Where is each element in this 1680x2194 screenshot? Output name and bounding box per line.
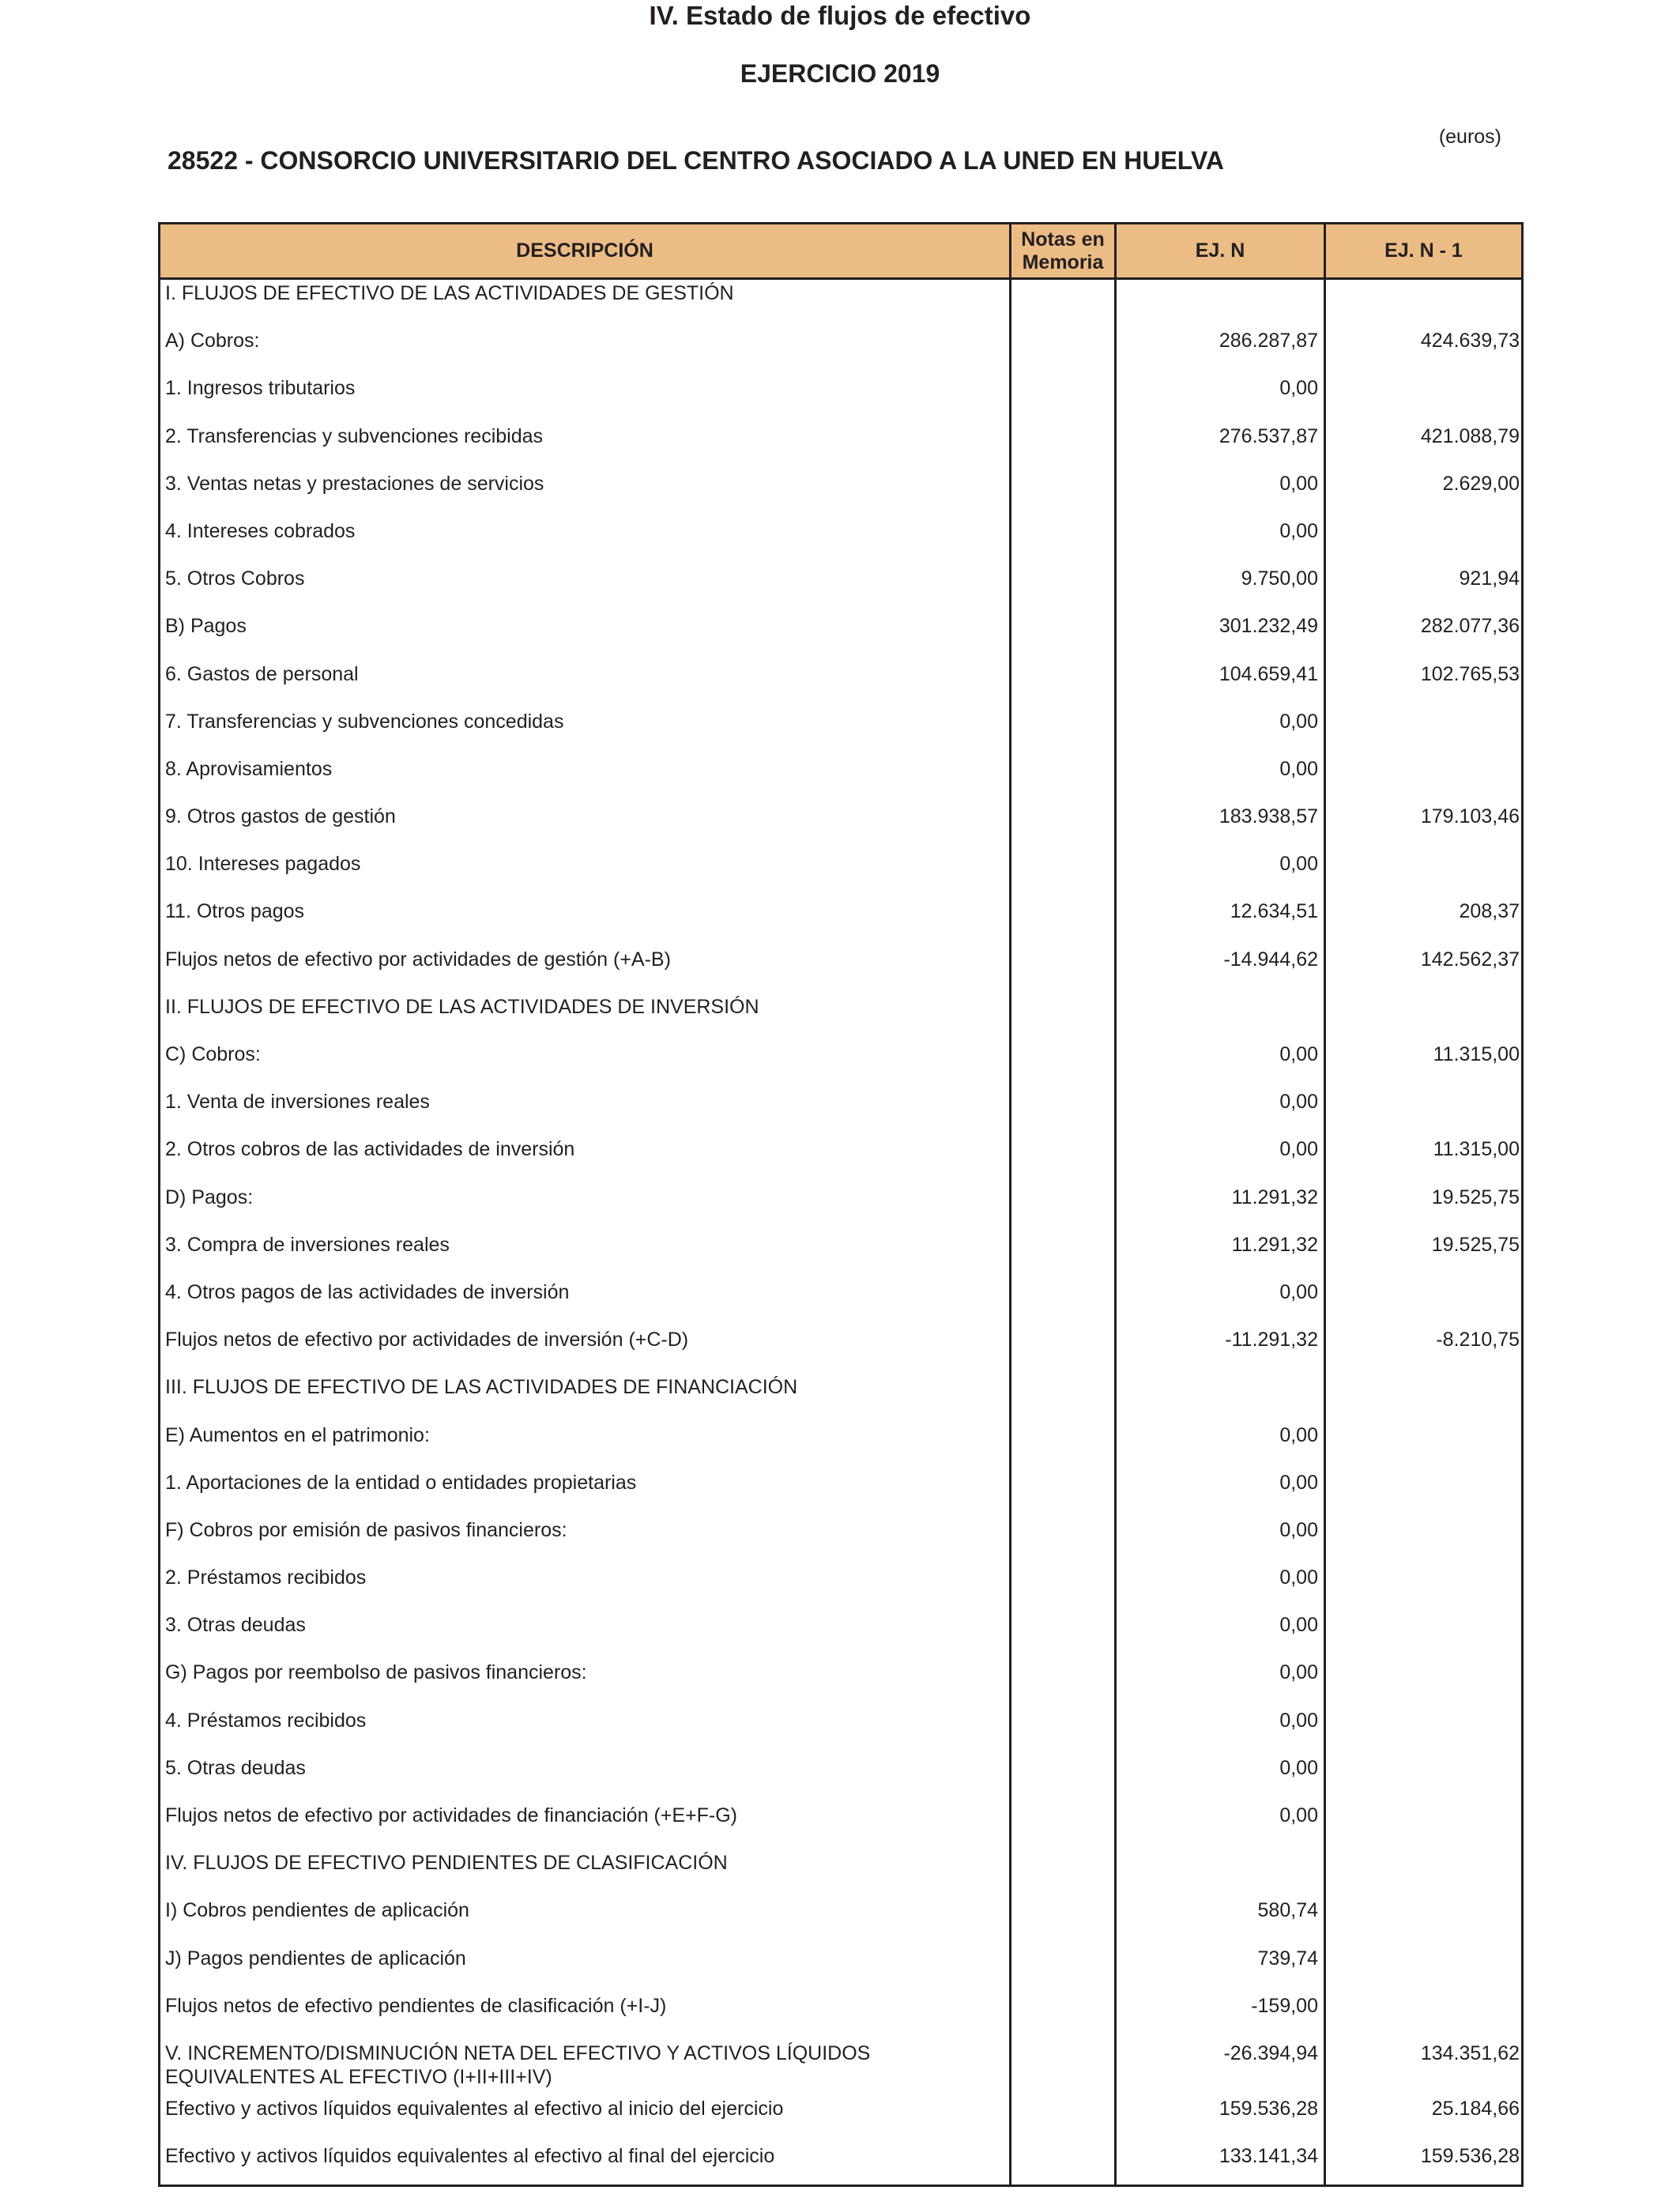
table-row — [160, 708, 1521, 756]
row-description: 2. Préstamos recibidos — [165, 1566, 367, 1589]
row-description: 3. Compra de inversiones reales — [165, 1233, 450, 1256]
fiscal-year-heading: EJERCICIO 2019 — [740, 59, 940, 88]
row-value-year-n: -11.291,32 — [1225, 1329, 1318, 1351]
row-description: III. FLUJOS DE EFECTIVO DE LAS ACTIVIDADES DE FINANCIACIÓN — [165, 1376, 798, 1399]
table-row — [160, 518, 1521, 565]
table-row — [160, 1469, 1521, 1517]
row-description: 2. Transferencias y subvenciones recibidas — [165, 424, 544, 447]
currency-units-label: (euros) — [1438, 126, 1501, 148]
table-row — [160, 756, 1521, 803]
row-description: I) Cobros pendientes de aplicación — [165, 1899, 469, 1922]
row-value-year-n: -14.944,62 — [1223, 948, 1318, 971]
cash-flow-table — [158, 222, 1524, 2187]
column-header-description: DESCRIPCIÓN — [516, 239, 654, 262]
table-row — [160, 1945, 1521, 1992]
row-value-year-n: -26.394,94 — [1223, 2041, 1318, 2064]
row-value-year-n: 0,00 — [1279, 1709, 1318, 1732]
row-value-year-n: 9.750,00 — [1241, 567, 1318, 590]
table-row — [160, 803, 1521, 850]
row-value-year-n: 0,00 — [1279, 1423, 1318, 1446]
table-row — [160, 470, 1521, 518]
table-row — [160, 2095, 1521, 2143]
page-title: IV. Estado de flujos de efectivo — [649, 1, 1031, 30]
row-value-year-n: 0,00 — [1279, 1614, 1318, 1637]
table-body — [160, 280, 1521, 2190]
row-value-year-n: 159.536,28 — [1219, 2097, 1318, 2120]
row-value-year-n1: -8.210,75 — [1436, 1329, 1520, 1351]
row-value-year-n1: 921,94 — [1459, 567, 1520, 590]
row-description: D) Pagos: — [165, 1186, 254, 1208]
row-value-year-n: -159,00 — [1251, 1994, 1318, 2017]
row-description: F) Cobros por emisión de pasivos financieros: — [165, 1518, 567, 1541]
table-row — [160, 1231, 1521, 1279]
row-value-year-n: 0,00 — [1279, 1138, 1318, 1161]
row-description: 3. Ventas netas y prestaciones de servicios — [165, 472, 544, 495]
row-value-year-n: 0,00 — [1279, 377, 1318, 400]
row-value-year-n: 0,00 — [1279, 1091, 1318, 1114]
row-description: 3. Otras deudas — [165, 1614, 306, 1637]
row-value-year-n1: 159.536,28 — [1420, 2145, 1520, 2168]
row-description: Flujos netos de efectivo por actividades de inversión (+C-D) — [165, 1329, 689, 1351]
row-value-year-n1: 424.639,73 — [1420, 330, 1520, 352]
table-row — [160, 898, 1521, 945]
row-value-year-n1: 208,37 — [1459, 900, 1520, 923]
row-value-year-n: 0,00 — [1279, 1280, 1318, 1303]
row-description: 4. Préstamos recibidos — [165, 1709, 367, 1732]
row-description: 10. Intereses pagados — [165, 853, 361, 876]
column-header-year-n1: EJ. N - 1 — [1384, 239, 1463, 262]
table-row — [160, 1088, 1521, 1136]
table-row — [160, 1564, 1521, 1612]
table-row — [160, 327, 1521, 375]
row-description: Efectivo y activos líquidos equivalentes al efectivo al inicio del ejercicio — [165, 2097, 784, 2120]
column-header-notes-line1: Notas en — [1021, 228, 1105, 251]
row-value-year-n: 133.141,34 — [1219, 2145, 1318, 2168]
row-value-year-n: 0,00 — [1279, 1518, 1318, 1541]
row-value-year-n: 0,00 — [1279, 1471, 1318, 1494]
table-row — [160, 993, 1521, 1041]
row-value-year-n: 0,00 — [1279, 1043, 1318, 1065]
row-value-year-n1: 19.525,75 — [1431, 1233, 1520, 1256]
table-row — [160, 1422, 1521, 1469]
table-row — [160, 1612, 1521, 1659]
row-description: IV. FLUJOS DE EFECTIVO PENDIENTES DE CLASIFICACIÓN — [165, 1852, 728, 1875]
table-row — [160, 1707, 1521, 1755]
row-value-year-n: 276.537,87 — [1219, 424, 1318, 447]
column-header-year-n: EJ. N — [1195, 239, 1245, 262]
table-row — [160, 375, 1521, 422]
row-value-year-n1: 134.351,62 — [1420, 2041, 1520, 2064]
row-description: C) Cobros: — [165, 1043, 261, 1065]
row-value-year-n: 0,00 — [1279, 710, 1318, 733]
row-description: 7. Transferencias y subvenciones concedidas — [165, 710, 564, 733]
row-description: G) Pagos por reembolso de pasivos financieros: — [165, 1661, 587, 1684]
row-value-year-n: 11.291,32 — [1231, 1233, 1318, 1256]
row-value-year-n: 286.287,87 — [1219, 330, 1318, 352]
row-description: 5. Otros Cobros — [165, 567, 305, 590]
row-value-year-n1: 282.077,36 — [1420, 615, 1520, 638]
table-row — [160, 2040, 1521, 2095]
row-description: Flujos netos de efectivo por actividades de financiación (+E+F-G) — [165, 1804, 737, 1826]
table-row — [160, 661, 1521, 708]
row-description: 11. Otros pagos — [165, 900, 305, 923]
row-value-year-n: 0,00 — [1279, 757, 1318, 780]
row-description: J) Pagos pendientes de aplicación — [165, 1947, 466, 1970]
table-row — [160, 1849, 1521, 1897]
table-row — [160, 1041, 1521, 1088]
table-row — [160, 850, 1521, 898]
row-description: I. FLUJOS DE EFECTIVO DE LAS ACTIVIDADES DE GESTIÓN — [165, 282, 734, 304]
table-row — [160, 1659, 1521, 1706]
row-value-year-n: 0,00 — [1279, 472, 1318, 495]
row-value-year-n: 0,00 — [1279, 1756, 1318, 1779]
row-description: 4. Intereses cobrados — [165, 519, 356, 542]
table-header — [160, 224, 1521, 280]
table-row — [160, 1326, 1521, 1374]
row-description: 1. Aportaciones de la entidad o entidades propietarias — [165, 1471, 637, 1494]
row-value-year-n: 183.938,57 — [1219, 805, 1318, 828]
column-header-notes-line2: Memoria — [1022, 251, 1104, 273]
row-value-year-n: 12.634,51 — [1230, 900, 1318, 923]
row-value-year-n: 0,00 — [1279, 1661, 1318, 1684]
row-description: V. INCREMENTO/DISMINUCIÓN NETA DEL EFECTIVO Y ACTIVOS LÍQUIDOS EQUIVALENTES AL EFECTIVO (I+II+III+IV) — [165, 2041, 871, 2088]
table-row — [160, 1136, 1521, 1183]
row-description: II. FLUJOS DE EFECTIVO DE LAS ACTIVIDADES DE INVERSIÓN — [165, 995, 759, 1018]
row-value-year-n1: 142.562,37 — [1420, 948, 1520, 971]
table-row — [160, 613, 1521, 660]
entity-name: 28522 - CONSORCIO UNIVERSITARIO DEL CENTRO ASOCIADO A LA UNED EN HUELVA — [168, 146, 1225, 175]
row-value-year-n1: 11.315,00 — [1433, 1138, 1520, 1161]
table-row — [160, 2143, 1521, 2190]
row-description: 9. Otros gastos de gestión — [165, 805, 396, 828]
table-row — [160, 946, 1521, 993]
row-value-year-n1: 179.103,46 — [1420, 805, 1520, 828]
table-row — [160, 423, 1521, 470]
table-row — [160, 1755, 1521, 1802]
row-description: 4. Otros pagos de las actividades de inversión — [165, 1280, 570, 1303]
table-row — [160, 1802, 1521, 1849]
row-description: Efectivo y activos líquidos equivalentes al efectivo al final del ejercicio — [165, 2145, 775, 2168]
row-value-year-n: 0,00 — [1279, 1566, 1318, 1589]
row-value-year-n1: 2.629,00 — [1442, 472, 1520, 495]
table-row — [160, 1897, 1521, 1944]
table-row — [160, 280, 1521, 327]
row-description: 1. Ingresos tributarios — [165, 377, 356, 400]
row-value-year-n: 0,00 — [1279, 853, 1318, 876]
table-row — [160, 565, 1521, 613]
row-value-year-n1: 11.315,00 — [1433, 1043, 1520, 1065]
row-value-year-n: 580,74 — [1257, 1899, 1318, 1922]
row-description: A) Cobros: — [165, 330, 260, 352]
row-value-year-n1: 102.765,53 — [1420, 662, 1520, 685]
row-value-year-n: 104.659,41 — [1219, 662, 1318, 685]
row-description: 5. Otras deudas — [165, 1756, 306, 1779]
row-value-year-n1: 19.525,75 — [1431, 1186, 1520, 1208]
table-row — [160, 1279, 1521, 1326]
row-description: 8. Aprovisamientos — [165, 757, 333, 780]
row-value-year-n: 0,00 — [1279, 1804, 1318, 1826]
row-value-year-n: 301.232,49 — [1219, 615, 1318, 638]
table-row — [160, 1184, 1521, 1231]
row-description: E) Aumentos en el patrimonio: — [165, 1423, 430, 1446]
table-row — [160, 1517, 1521, 1564]
row-value-year-n: 0,00 — [1279, 519, 1318, 542]
column-header-notes — [1011, 224, 1114, 277]
row-value-year-n: 739,74 — [1257, 1947, 1318, 1970]
table-row — [160, 1374, 1521, 1421]
row-description: Flujos netos de efectivo por actividades de gestión (+A-B) — [165, 948, 671, 971]
row-description: 6. Gastos de personal — [165, 662, 359, 685]
table-row — [160, 1992, 1521, 2040]
row-value-year-n1: 421.088,79 — [1420, 424, 1520, 447]
row-description: 2. Otros cobros de las actividades de inversión — [165, 1138, 575, 1161]
row-value-year-n: 11.291,32 — [1231, 1186, 1318, 1208]
row-description: Flujos netos de efectivo pendientes de clasificación (+I-J) — [165, 1994, 667, 2017]
row-description: B) Pagos — [165, 615, 247, 638]
row-value-year-n1: 25.184,66 — [1431, 2097, 1520, 2120]
row-description: 1. Venta de inversiones reales — [165, 1091, 430, 1114]
